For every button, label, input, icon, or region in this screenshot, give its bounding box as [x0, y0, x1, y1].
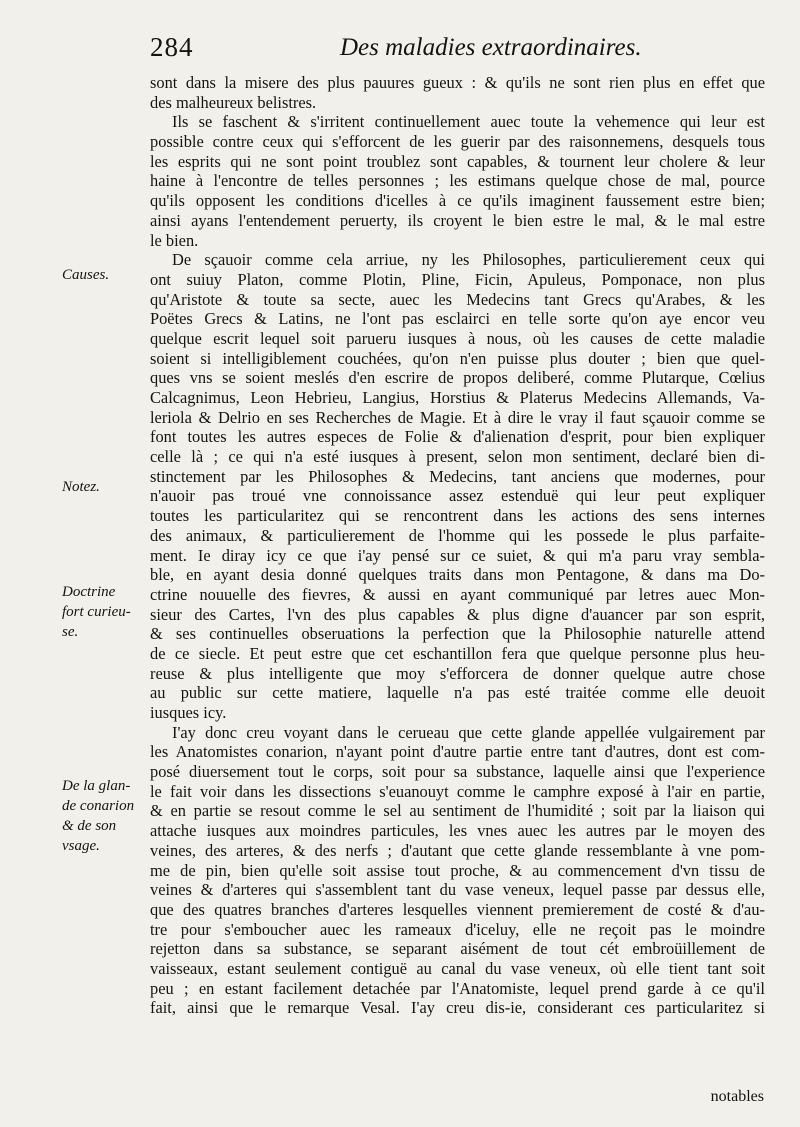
body-line: font toutes les autres especes de Folie & d'alienation d'esprit, pour bien expliquer	[150, 427, 765, 447]
body-line: attache iusques aux moindres particules, les vnes auec les autres par le moyen des	[150, 821, 765, 841]
body-line: les esprits qui ne sont point troublez sont capables, & tournent leur cholere & leur	[150, 151, 765, 171]
margin-note-line: De la glan-	[62, 778, 131, 794]
body-line: sieur des Cartes, l'vn des plus capables & plus digne d'auancer par son esprit,	[150, 604, 765, 624]
margin-note-causes	[62, 265, 109, 285]
margin-note-line: de conarion	[62, 798, 135, 814]
body-line: qu'ils opposent les conditions d'icelles à ce qu'ils imaginent faussement estre bien;	[150, 191, 765, 211]
margin-note-line: se.	[62, 624, 79, 640]
body-line: fait, ainsi que le remarque Vesal. I'ay creu dis-ie, considerant ces particularitez si	[150, 998, 765, 1018]
margin-note-glande	[62, 776, 134, 856]
body-line: I'ay donc creu voyant dans le cerueau que cette glande appellée vulgairement par	[172, 722, 765, 742]
body-line: le fait voir dans les dissections s'euanouyt comme le camphre exposé à l'air en partie,	[150, 781, 765, 801]
body-line: ques vns se soient meslés d'en escrire de propos deliberé, comme Plutarque, Cœlius	[150, 368, 765, 388]
running-title: Des maladies extraordinaires.	[340, 34, 642, 61]
body-line: ctrine nouuelle des fievres, & aussi en ayant communiqué par letres auec Mon-	[150, 584, 765, 604]
body-line: Ils se faschent & s'irritent continuellement auec toute la vehemence qui leur est	[172, 112, 765, 132]
body-line: reuse & plus intelligente que moy s'efforcera de donner quelque autre chose	[150, 663, 765, 683]
body-line: vaisseaux, estant seulement contiguë au canal du vase veneux, où elle tient tant soit	[150, 958, 765, 978]
body-line: veines & d'arteres qui s'assemblent tant du vase veneux, lequel passe par dessus elle,	[150, 880, 765, 900]
body-line: le bien.	[150, 230, 199, 250]
body-line: que des quatres branches d'arteres lesquelles viennent premierement de costé & d'au-	[150, 899, 765, 919]
body-line: de ce siecle. Et peut estre que cet eschantillon fera que quelque personne plus heu-	[150, 643, 765, 663]
margin-note-doctrine	[62, 582, 131, 642]
body-line: rejetton dans sa substance, se separant aisément de tout cét embroüillement de	[150, 939, 765, 959]
body-line: ainsi ayans l'entendement peruerty, ils croyent le bien estre le mal, & le mal estre	[150, 210, 765, 230]
body-line: Calcagnimus, Leon Hebrieu, Langius, Horstius & Platerus Medecins Allemands, Va-	[150, 388, 765, 407]
body-line: & en partie se resout comme le sel au sentiment de l'humidité ; soit par la liaison qui	[150, 801, 765, 821]
body-line: des animaux, & particulierement de l'homme qui les possede le plus parfaite-	[150, 525, 765, 545]
margin-note-line: fort curieu-	[62, 604, 131, 620]
body-line: les Anatomistes conarion, n'ayant point d'autre partie entre tant d'autres, dont est com-	[150, 742, 765, 762]
body-line: me de pin, bien qu'elle soit assise tout proche, & au commencement d'vn tissu de	[150, 860, 765, 880]
body-line: qu'Aristote & toute sa secte, auec les Medecins tant Grecs qu'Arabes, & les	[150, 289, 765, 309]
margin-note-line: vsage.	[62, 838, 100, 854]
body-line: quelque escrit lequel soit parueru iusques à nous, où les causes de cette maladie	[150, 328, 765, 348]
body-line: sont dans la misere des plus pauures gueux : & qu'ils ne sont rien plus en effet que	[150, 73, 765, 92]
body-line: toutes les particularitez qui se rencontrent dans les actions des sens internes	[150, 506, 765, 526]
body-line: haine à l'encontre de telles personnes ; les estimans quelque chose de mal, pource	[150, 171, 765, 191]
body-line: celle là ; ce qui n'a esté iusques à present, selon mon sentiment, declaré bien di-	[150, 447, 765, 467]
margin-note-notez	[62, 477, 100, 497]
body-line: De sçauoir comme cela arriue, ny les Philosophes, particulierement ceux qui	[172, 250, 765, 270]
body-line: leriola & Delrio en ses Recherches de Magie. Et à dire le vray il faut sçauoir comme se	[150, 407, 765, 427]
body-line: ont suiuy Platon, comme Plotin, Pline, Ficin, Apuleus, Pomponace, non plus	[150, 269, 765, 289]
body-line: possible contre ceux qui s'efforcent de les guerir par des raisonnemens, desquels tous	[150, 132, 765, 152]
body-line: ment. Ie diray icy ce que i'ay pensé sur ce suiet, & qui m'a paru vray sembla-	[150, 545, 765, 565]
page-number: 284	[150, 32, 194, 62]
body-line: Poëtes Grecs & Latins, ne l'ont pas esclairci en telle sorte qu'on aye encor veu	[150, 309, 765, 329]
body-line: des malheureux belistres.	[150, 92, 317, 112]
body-line: n'auoir pas troué vne connoissance assez estenduë qui leur peut expliquer	[150, 486, 765, 506]
margin-note-line: Causes.	[62, 267, 110, 283]
body-line: soient si intelligiblement couchées, qu'on n'en puisse plus douter ; bien que quel-	[150, 348, 765, 368]
margin-note-line: & de son	[62, 818, 117, 834]
margin-note-line: Notez.	[62, 479, 100, 495]
body-line: peu ; en estant facilement detachée par l'Anatomiste, lequel prend garde à ce qu'il	[150, 978, 765, 998]
body-line: veines, des arteres, & des nerfs ; d'autant que cette glande ressemblante à vne pom-	[150, 840, 765, 860]
body-line: ble, en ayant desia donné quelques traits dans mon Pentagone, & dans ma Do-	[150, 565, 765, 585]
body-text	[150, 73, 765, 1018]
body-line: iusques icy.	[150, 703, 227, 722]
margin-note-line: Doctrine	[62, 584, 116, 600]
body-line: stinctement par les Philosophes & Medecins, tant anciens que modernes, pour	[150, 466, 765, 486]
body-line: tre pour s'emboucher auec les rameaux d'iceluy, elle ne reçoit pas le moindre	[150, 919, 765, 939]
body-line: posé diuersement tout le corps, soit pour sa substance, laquelle ainsi que l'experience	[150, 762, 765, 782]
body-line: au public sur cette matiere, laquelle n'a pas esté traitée comme elle deuoit	[150, 683, 765, 703]
catchword: notables	[710, 1088, 764, 1105]
body-line: & ses continuelles obseruations la perfection que la Philosophie naturelle attend	[150, 624, 765, 644]
